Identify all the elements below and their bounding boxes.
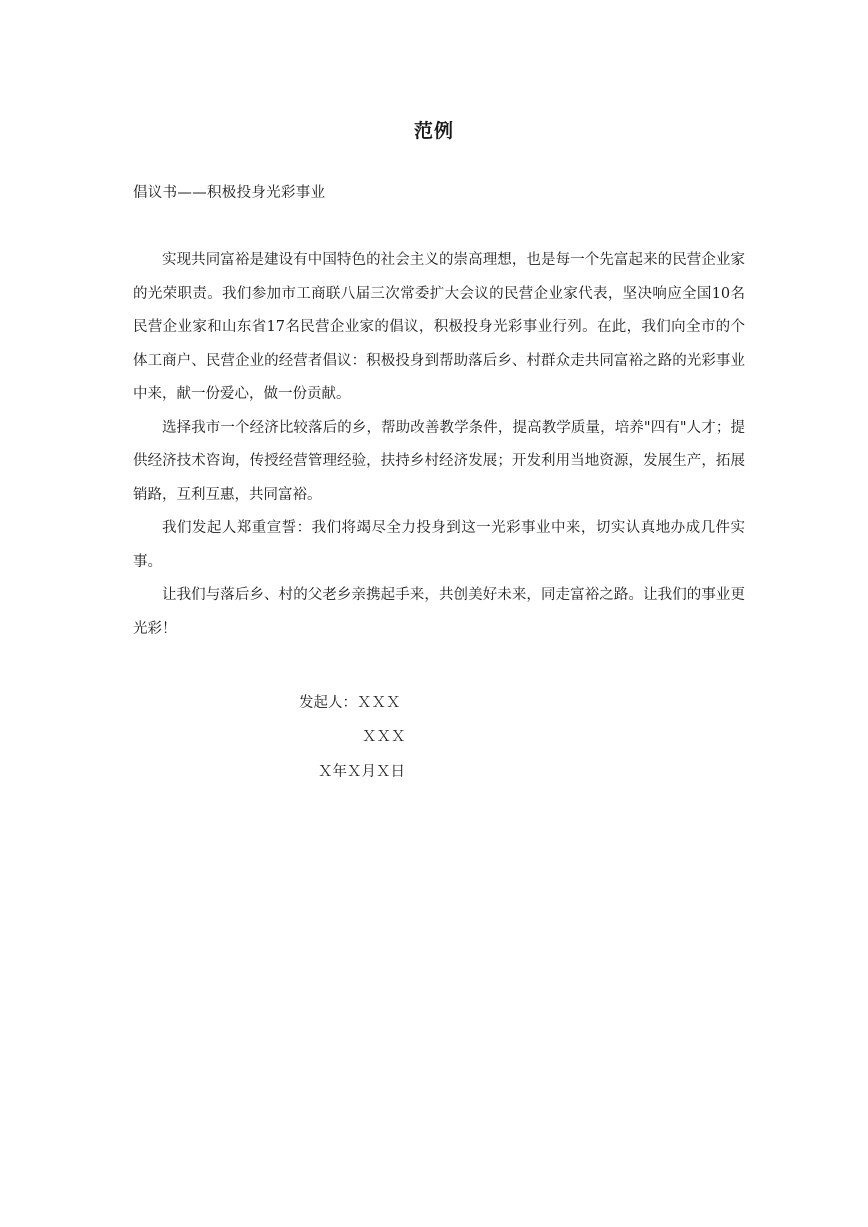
- document-body: [133, 244, 745, 646]
- signature-initiator: 发起人：ＸＸＸ: [299, 695, 401, 711]
- body-paragraph: 我们发起人郑重宣誓：我们将竭尽全力投身到这一光彩事业中来，切实认真地办成几件实事。: [133, 520, 745, 570]
- document-subtitle: 倡议书——积极投身光彩事业: [133, 185, 326, 201]
- page-title: 范例: [413, 120, 454, 142]
- body-paragraph: 让我们与落后乡、村的父老乡亲携起手来，共创美好未来，同走富裕之路。让我们的事业更光彩！: [133, 587, 745, 637]
- body-paragraph: 选择我市一个经济比较落后的乡，帮助改善教学条件，提高教学质量，培养"四有"人才；提供经济技术咨询，传授经营管理经验，扶持乡村经济发展；开发利用当地资源，发展生产，拓展销路，互利互惠，共同富裕。: [133, 419, 745, 503]
- signature-date: Ｘ年Ｘ月Ｘ日: [318, 764, 405, 780]
- body-paragraph: 实现共同富裕是建设有中国特色的社会主义的崇高理想，也是每一个先富起来的民营企业家的光荣职责。我们参加市工商联八届三次常委扩大会议的民营企业家代表，坚决响应全国10名民营企业家和山东省17名民营企业家的倡议，积极投身光彩事业行列。在此，我们向全市的个体工商户、民营企业的经营者倡议：积极投身到帮助落后乡、村群众走共同富裕之路的光彩事业中来，献一份爱心，做一份贡献。: [133, 252, 745, 402]
- signature-second-name: ＸＸＸ: [362, 729, 406, 745]
